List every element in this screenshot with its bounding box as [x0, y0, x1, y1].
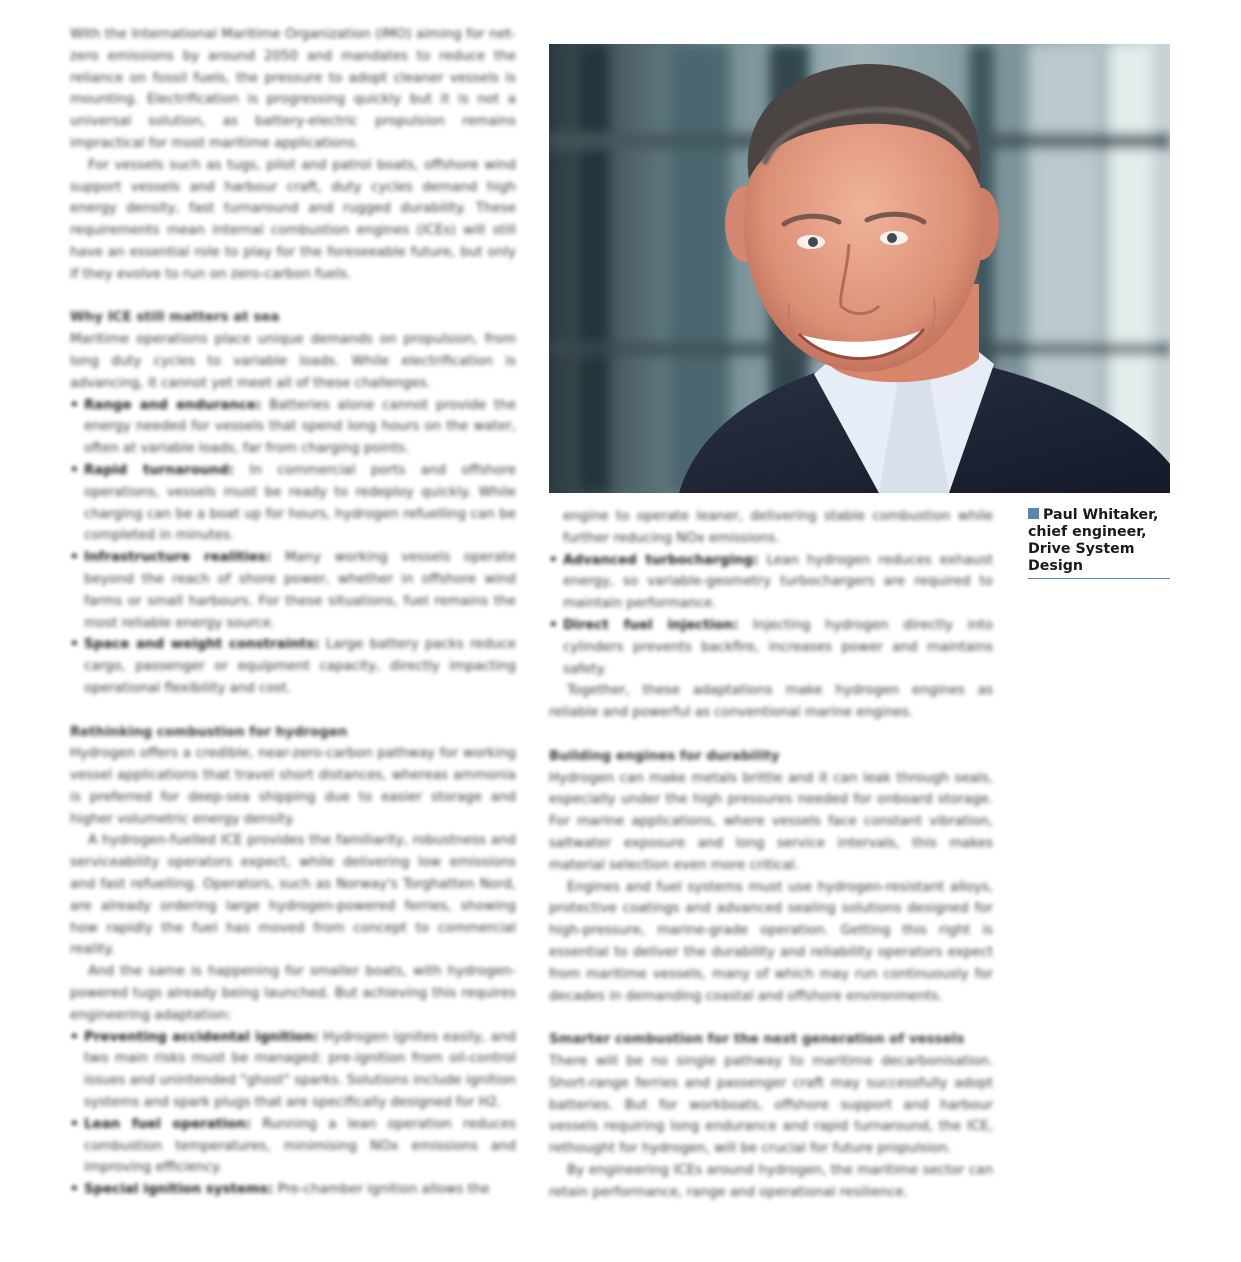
middle-bullet-list — [549, 550, 993, 681]
article-column-middle — [549, 506, 993, 1204]
section-4-paragraph-2: By engineering ICEs around hydrogen, the maritime sector can retain performance, range and operational resilience. — [549, 1162, 993, 1200]
section-1-bullet-list — [70, 395, 516, 700]
section-2-paragraph-2: A hydrogen-fuelled ICE provides the familiarity, robustness and serviceability operators expect, while delivering low emissions and fast refuelling. Operators, such as Norway's Torghatten Nord, are already ordering large hydrogen-powered ferries, showing how rapidly the fuel has moved from concept to commercial reality. — [70, 833, 516, 958]
bullet-continuation: engine to operate leaner, delivering stable combustion while further reducing NOx emissions. — [563, 509, 993, 546]
section-3-paragraph-2: Engines and fuel systems must use hydrogen-resistant alloys, protective coatings and advanced sealing solutions designed for high-pressure, marine-grade operation. Getting this right is essential to deliver the durability and reliability operators expect from maritime vessels, many of which may run continuously for decades in demanding coastal and offshore environments. — [549, 879, 993, 1004]
section-3-paragraph-1: Hydrogen can make metals brittle and it can leak through seals, especially under the high pressures needed for onboard storage. For marine applications, where vessels face constant vibration, saltwater exposure and long service intervals, this makes material selection even more critical. — [549, 770, 993, 873]
bullet-direct-injection: • Direct fuel injection: Injecting hydrogen directly into cylinders prevents backfire, increases power and maintains safety. — [549, 615, 993, 680]
intro-paragraph-2: For vessels such as tugs, pilot and patrol boats, offshore wind support vessels and harbour craft, duty cycles demand high energy density, fast turnaround and rugged durability. These requirements mean internal combustion engines (ICEs) will still have an essential role to play for the foreseeable future, but only if they evolve to run on zero-carbon fuels. — [70, 157, 516, 282]
caption-company-line-2: Design — [1028, 558, 1083, 574]
bullet-ignition: • Preventing accidental ignition: Hydrogen ignites easily, and two main risks must be managed: pre-ignition from oil-control issues and unintended "ghost" sparks. Solutions include ignition systems and spark plugs that are specifically designed for H2. — [70, 1027, 516, 1114]
section-1-paragraph: Maritime operations place unique demands on propulsion, from long duty cycles to variable loads. While electrification is advancing, it cannot yet meet all of these challenges. — [70, 332, 516, 391]
bullet-turbocharging: • Advanced turbocharging: Lean hydrogen reduces exhaust energy, so variable-geometry turbochargers are required to maintain performance. — [549, 550, 993, 615]
bullet-infrastructure: • Infrastructure realities: Many working vessels operate beyond the reach of shore power, whether in offshore wind farms or small harbours. For these situations, fuel remains the most reliable energy source. — [70, 547, 516, 634]
section-heading-smarter-combustion: Smarter combustion for the next generation of vessels — [549, 1032, 965, 1048]
caption-marker-icon — [1028, 508, 1039, 519]
middle-paragraph-together: Together, these adaptations make hydrogen engines as reliable and powerful as conventional marine engines. — [549, 683, 993, 721]
section-2-bullet-list — [70, 1027, 516, 1201]
bullet-space-weight: • Space and weight constraints: Large battery packs reduce cargo, passenger or equipment capacity, directly impacting operational flexibility and cost. — [70, 634, 516, 699]
section-heading-rethinking: Rethinking combustion for hydrogen — [70, 724, 348, 740]
caption-name: Paul Whitaker, — [1043, 507, 1159, 523]
portrait-photo — [549, 44, 1170, 493]
section-2-paragraph-3: And the same is happening for smaller boats, with hydrogen-powered tugs already being launched. But achieving this requires engineering adaptation: — [70, 964, 516, 1023]
section-heading-durability: Building engines for durability — [549, 748, 780, 764]
bullet-lean-fuel: • Lean fuel operation: Running a lean operation reduces combustion temperatures, minimising NOx emissions and improving efficiency. — [70, 1114, 516, 1179]
portrait-image — [549, 44, 1170, 493]
section-4-paragraph-1: There will be no single pathway to maritime decarbonisation. Short-range ferries and passenger craft may successfully adopt batteries. But for workboats, offshore support and harbour vessels requiring long endurance and rapid turnaround, the ICE, rethought for hydrogen, will be crucial for future propulsion. — [549, 1053, 993, 1157]
intro-paragraph-1: With the International Maritime Organization (IMO) aiming for net-zero emissions by around 2050 and mandates to reduce the reliance on fossil fuels, the pressure to adopt cleaner vessels is mounting. Electrification is progressing quickly but it is not a universal solution, as battery-electric propulsion remains impractical for most maritime applications. — [70, 27, 516, 151]
photo-caption — [1028, 507, 1170, 579]
bullet-range: • Range and endurance: Batteries alone cannot provide the energy needed for vessels that spend long hours on the water, often at variable loads, far from charging points. — [70, 395, 516, 460]
section-2-paragraph-1: Hydrogen offers a credible, near-zero-carbon pathway for working vessel applications that travel short distances, whereas ammonia is preferred for deep-sea shipping due to easier storage and higher volumetric energy density. — [70, 746, 516, 827]
bullet-turnaround: • Rapid turnaround: In commercial ports and offshore operations, vessels must be ready to redeploy quickly. While charging can be a boat up for hours, hydrogen refuelling can be completed in minutes. — [70, 460, 516, 547]
article-column-left — [70, 24, 516, 1201]
section-heading-why-ice: Why ICE still matters at sea — [70, 310, 280, 326]
bullet-special-ignition: • Special ignition systems: Pre-chamber ignition allows the — [70, 1179, 516, 1201]
caption-company-line-1: Drive System — [1028, 541, 1135, 557]
caption-role: chief engineer, — [1028, 524, 1147, 540]
